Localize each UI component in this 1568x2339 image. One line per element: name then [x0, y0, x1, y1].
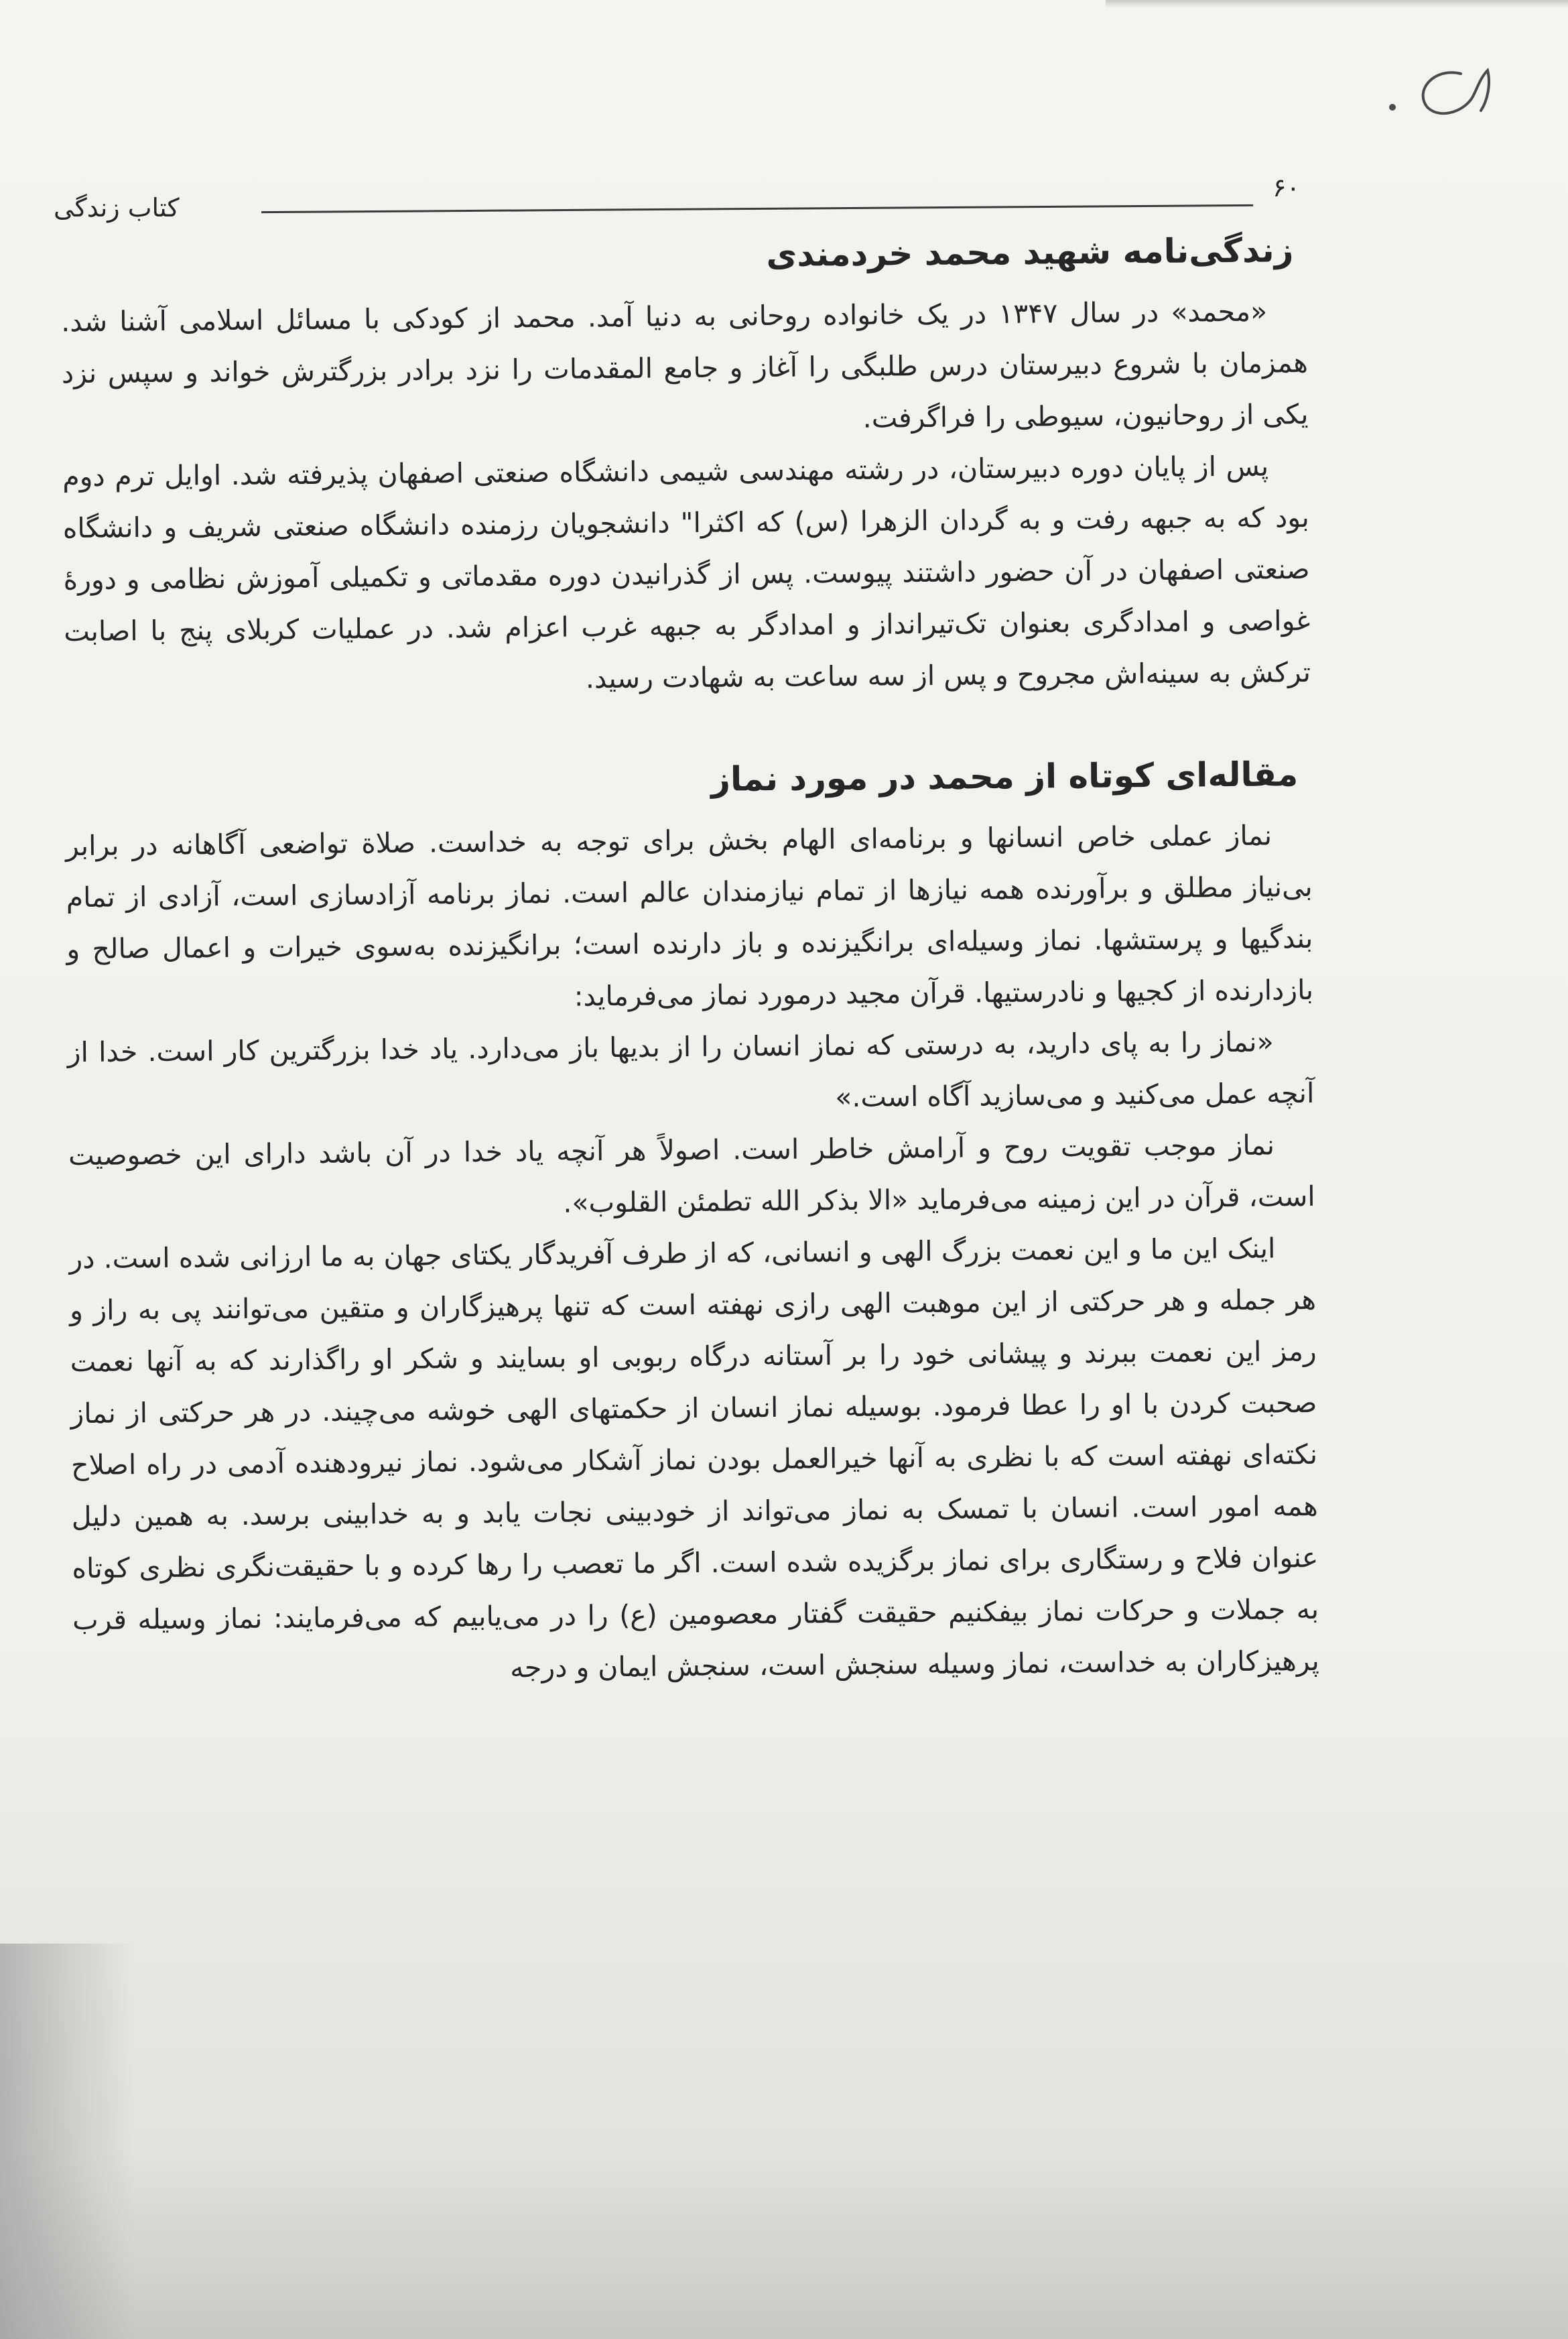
handwritten-pen-mark-icon	[1380, 54, 1514, 134]
paragraph: اینک این ما و این نعمت بزرگ الهی و انسانی، که از طرف آفریدگار یکتای جهان به ما ارزانی شده است. در هر جمله و هر حرکتی از این موهبت الهی رازی نهفته است که تنها پرهیزگاران و متقین می‌توانند پی به راز و رمز این نعمت ببرند و پیشانی خود را بر آستانه درگاه ربوبی او بسایند و شکر او راگذارند که به آنها نعمت صحبت کردن با او را عطا فرمود. بوسیله نماز انسان از حکمتهای الهی خوشه می‌چیند. در هر حرکتی از نماز نکته‌ای نهفته است که با نظری به آنها خیرالعمل بودن نماز آشکار می‌شود. نماز نیرودهنده آدمی در راه اصلاح همه امور است. انسان با تمسک به نماز می‌تواند از خودبینی نجات یابد و به خدابینی برسد. به همین دلیل عنوان فلاح و رستگاری برای نماز برگزیده شده است. اگر ما تعصب را رها کرده و با حقیقت‌نگری نظری کوتاه به جملات و حرکات نماز بیفکنیم حقیقت گفتار معصومین (ع) را در می‌یابیم که می‌فرمایند: نماز وسیله قرب پرهیزکاران به خداست، نماز وسیله سنجش است، سنجش ایمان و درجه	[69, 1232, 1319, 1684]
paragraph: «محمد» در سال ۱۳۴۷ در یک خانواده روحانی به دنیا آمد. محمد از کودکی با مسائل اسلامی آشنا شد. همزمان با شروع دبیرستان درس طلبگی را آغاز و جامع المقدمات را نزد برادر بزرگترش خواند و سپس نزد یکی از روحانیون، سیوطی را فراگرفت.	[61, 295, 1309, 434]
paragraph: نماز عملی خاص انسانها و برنامه‌ای الهام بخش برای توجه به خداست. صلاة تواضعی آگاهانه در برابر بی‌نیاز مطلق و برآورنده همه نیازها از تمام نیازمندان عالم است. نماز برنامه آزادسازی است، آزادی از تمام بندگیها و پرستشها. نماز وسیله‌ای برانگیزنده و باز دارنده است؛ برانگیزنده به‌سوی خیرات و اعمال صالح و بازدارنده از کجیها و نادرستیها. قرآن مجید درمورد نماز می‌فرماید:	[65, 819, 1314, 1013]
scan-shadow-top	[1106, 0, 1568, 8]
page-body	[60, 221, 1319, 1698]
page-header	[54, 168, 1300, 228]
section-heading-article: مقاله‌ای کوتاه از محمد در مورد نماز	[710, 755, 1299, 799]
header-rule	[261, 204, 1253, 213]
running-title: کتاب زندگی	[54, 193, 180, 223]
scan-shadow-bottom-left	[0, 1944, 134, 2339]
page-number: ۶۰	[1272, 173, 1300, 202]
quote-paragraph: «نماز را به پای دارید، به درستی که نماز انسان را از بدیها باز می‌دارد. یاد خدا بزرگترین کار است. خدا از آنچه عمل می‌کنید و می‌سازید آگاه است.»	[67, 1025, 1315, 1114]
section-heading-biography: زندگی‌نامه شهید محمد خردمندی	[766, 231, 1294, 275]
paragraph: پس از پایان دوره دبیرستان، در رشته مهندسی شیمی دانشگاه صنعتی اصفهان پذیرفته شد. اوایل ترم دوم بود که به جبهه رفت و به گردان الزهرا (س) که اکثرا" دانشجویان رزمنده دانشگاه صنعتی شریف و دانشگاه صنعتی اصفهان در آن حضور داشتند پیوست. پس از گذرانیدن دوره مقدماتی و تکمیلی آموزش نظامی و دورهٔ غواصی و امدادگری بعنوان تک‌تیرانداز و امدادگر به جبهه غرب اعزام شد. در عملیات کربلای پنج با اصابت ترکش به سینه‌اش مجروح و پس از سه ساعت به شهادت رسید.	[62, 450, 1311, 695]
paragraph: نماز موجب تقویت روح و آرامش خاطر است. اصولاً هر آنچه یاد خدا در آن باشد دارای این خصوصیت است، قرآن در این زمینه می‌فرماید «الا بذکر الله تطمئن القلوب».	[68, 1129, 1315, 1219]
